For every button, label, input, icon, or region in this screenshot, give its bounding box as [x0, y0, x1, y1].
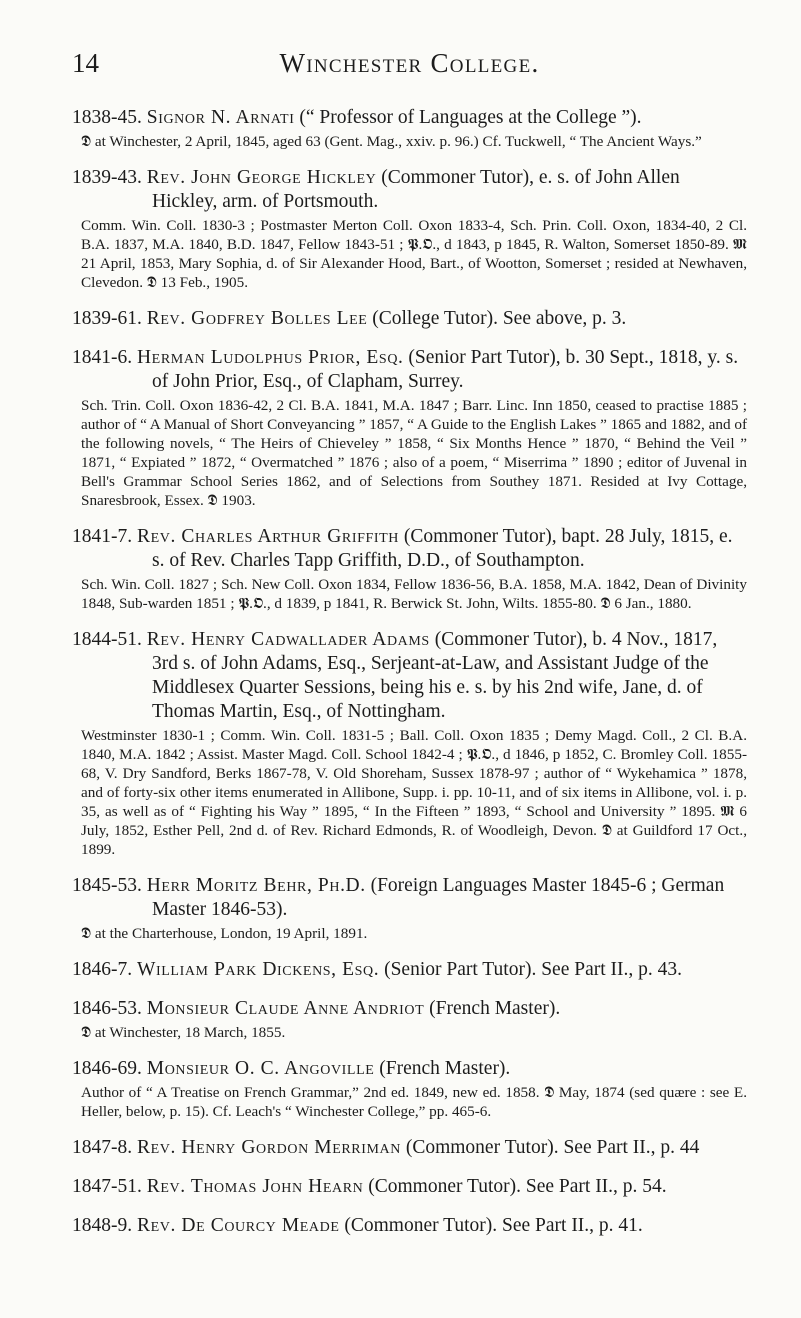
entry-description: (Commoner Tutor), bapt. 28 July, 1815, e. s. of Rev. Charles Tapp Griffith, D.D., of Southampton.: [152, 526, 733, 571]
entry-andriot: [72, 997, 747, 1042]
entry-description: (French Master).: [374, 1058, 511, 1079]
entry-lee: [72, 307, 747, 331]
entry-years: 1841-7.: [72, 526, 133, 547]
entry-hearn: [72, 1175, 747, 1199]
entry-years: 1844-51.: [72, 629, 142, 650]
entry-description: (Commoner Tutor), e. s. of John Allen Hickley, arm. of Portsmouth.: [152, 167, 680, 212]
entry-name: Rev. Henry Cadwallader Adams: [146, 629, 430, 650]
entry-years: 1839-43.: [72, 167, 142, 188]
entry-body: Sch. Win. Coll. 1827 ; Sch. New Coll. Oxon 1834, Fellow 1836-56, B.A. 1858, M.A. 1842, Dean of Divinity 1848, Sub-warden 1851 ; 𝕻.𝕺., d 1839, p 1841, R. Berwick St. John, Wilts. 1855-80. 𝕯 6 Jan., 1880.: [81, 576, 747, 612]
entry-description: (Commoner Tutor). See Part II., p. 41.: [339, 1215, 643, 1236]
entry-body: Westminster 1830-1 ; Comm. Win. Coll. 1831-5 ; Ball. Coll. Oxon 1835 ; Demy Magd. Coll., 2 Cl. B.A. 1840, M.A. 1842 ; Assist. Master Magd. Coll. School 1842-4 ; 𝕻.𝕺., d 1846, p 1852, C. Bromley Coll. 1855-68, V. Dry Sandford, Berks 1867-78, V. Old Shoreham, Sussex 1878-97 ; author of “ Wykehamica ” 1878, and of forty-six other items enumerated in Allibone, Supp. i. pp. 10-11, and of six items in Allibone, vol. i. p. 35, as well as of “ Fighting his Way ” 1895, “ In the Fifteen ” 1893, “ School and University ” 1895. 𝕸 6 July, 1852, Esther Pell, 2nd d. of Rev. Richard Edmonds, R. of Woodleigh, Devon. 𝕯 at Guildford 17 Oct., 1899.: [81, 727, 747, 858]
entry-heading: [72, 1057, 747, 1081]
entry-body: Sch. Trin. Coll. Oxon 1836-42, 2 Cl. B.A. 1841, M.A. 1847 ; Barr. Linc. Inn 1850, ceased to practise 1885 ; author of “ A Manual of Short Conveyancing ” 1857, “ A Guide to the English Lakes ” 1865 and 1882, and of the following novels, “ The Heirs of Chieveley ” 1858, “ Six Months Hence ” 1870, “ Behind the Veil ” 1871, “ Expiated ” 1872, “ Overmatched ” 1876 ; also of a poem, “ Miserrima ” 1890 ; editor of Juvenal in Bell's Grammar School Series 1862, and of Selections from Southey 1871. Resided at Ivy Cottage, Snaresbrook, Essex. 𝕯 1903.: [81, 397, 747, 509]
entry-years: 1848-9.: [72, 1215, 133, 1236]
entry-description: (Senior Part Tutor). See Part II., p. 43.: [379, 959, 682, 980]
entry-heading: [72, 525, 747, 573]
entry-dickens: [72, 958, 747, 982]
entry-years: 1846-7.: [72, 959, 133, 980]
entry-merriman: [72, 1136, 747, 1160]
entry-body: Author of “ A Treatise on French Grammar,” 2nd ed. 1849, new ed. 1858. 𝕯 May, 1874 (sed quære : see E. Heller, below, p. 15). Cf. Leach's “ Winchester College,” pp. 465-6.: [81, 1084, 747, 1120]
entry-name: Rev. Charles Arthur Griffith: [137, 526, 400, 547]
entry-heading: [72, 628, 747, 724]
entry-heading: [72, 997, 747, 1021]
entry-heading: [72, 1214, 747, 1238]
entry-heading: [72, 1136, 747, 1160]
entry-heading: [72, 307, 747, 331]
entry-years: 1845-53.: [72, 875, 142, 896]
entry-description: (College Tutor). See above, p. 3.: [367, 308, 627, 329]
entry-heading: [72, 346, 747, 394]
entry-description: (Commoner Tutor), b. 4 Nov., 1817, 3rd s. of John Adams, Esq., Serjeant-at-Law, and Assistant Judge of the Middlesex Quarter Sessions, being his e. s. by his 2nd wife, Jane, d. of Thomas Martin, Esq., of Nottingham.: [152, 629, 718, 722]
entry-adams: [72, 628, 747, 859]
entry-description: (Commoner Tutor). See Part II., p. 54.: [363, 1176, 667, 1197]
entry-heading: [72, 1175, 747, 1199]
entry-body: 𝕯 at the Charterhouse, London, 19 April, 1891.: [81, 925, 368, 942]
entry-heading: [72, 958, 747, 982]
entry-name: Rev. De Courcy Meade: [137, 1215, 340, 1236]
entry-griffith: [72, 525, 747, 613]
entry-years: 1847-8.: [72, 1137, 133, 1158]
entry-body: 𝕯 at Winchester, 18 March, 1855.: [81, 1024, 286, 1041]
entry-name: Rev. Thomas John Hearn: [146, 1176, 364, 1197]
entry-name: Monsieur Claude Anne Andriot: [146, 998, 425, 1019]
entry-hickley: [72, 166, 747, 292]
entry-heading: [72, 166, 747, 214]
entry-description: (Senior Part Tutor), b. 30 Sept., 1818, y. s. of John Prior, Esq., of Clapham, Surrey.: [152, 347, 739, 392]
entry-years: 1846-53.: [72, 998, 142, 1019]
entry-description: (Foreign Languages Master 1845-6 ; German Master 1846-53).: [152, 875, 725, 920]
entry-body: Comm. Win. Coll. 1830-3 ; Postmaster Merton Coll. Oxon 1833-4, Sch. Prin. Coll. Oxon, 1834-40, 2 Cl. B.A. 1837, M.A. 1840, B.D. 1847, Fellow 1843-51 ; 𝕻.𝕺., d 1843, p 1845, R. Walton, Somerset 1850-89. 𝕸 21 April, 1853, Mary Sophia, d. of Sir Alexander Hood, Bart., of Wootton, Somerset ; resided at Newhaven, Clevedon. 𝕯 13 Feb., 1905.: [81, 217, 747, 291]
entry-years: 1839-61.: [72, 308, 142, 329]
page-number: 14: [72, 48, 99, 78]
entry-name: Herr Moritz Behr, Ph.D.: [146, 875, 366, 896]
entry-behr: [72, 874, 747, 943]
entry-name: William Park Dickens, Esq.: [137, 959, 380, 980]
entry-years: 1838-45.: [72, 107, 142, 128]
running-head: Winchester College.: [279, 48, 540, 78]
entry-name: Rev. John George Hickley: [146, 167, 377, 188]
entry-name: Signor N. Arnati: [146, 107, 295, 128]
entry-body: 𝕯 at Winchester, 2 April, 1845, aged 63 (Gent. Mag., xxiv. p. 96.) Cf. Tuckwell, “ The Ancient Ways.”: [81, 133, 702, 150]
entry-heading: [72, 106, 747, 130]
entry-name: Rev. Henry Gordon Merriman: [137, 1137, 401, 1158]
entry-description: (Commoner Tutor). See Part II., p. 44: [400, 1137, 700, 1158]
page-header: [72, 48, 747, 78]
entry-heading: [72, 874, 747, 922]
entry-arnati: [72, 106, 747, 151]
entry-years: 1846-69.: [72, 1058, 142, 1079]
entry-name: Rev. Godfrey Bolles Lee: [146, 308, 368, 329]
entry-description: (“ Professor of Languages at the College ”).: [294, 107, 642, 128]
entry-angoville: [72, 1057, 747, 1121]
entry-description: (French Master).: [424, 998, 561, 1019]
entry-meade: [72, 1214, 747, 1238]
entry-list: [72, 106, 747, 1238]
entry-name: Monsieur O. C. Angoville: [146, 1058, 375, 1079]
entry-prior: [72, 346, 747, 510]
entry-years: 1847-51.: [72, 1176, 142, 1197]
entry-name: Herman Ludolphus Prior, Esq.: [137, 347, 404, 368]
entry-years: 1841-6.: [72, 347, 133, 368]
